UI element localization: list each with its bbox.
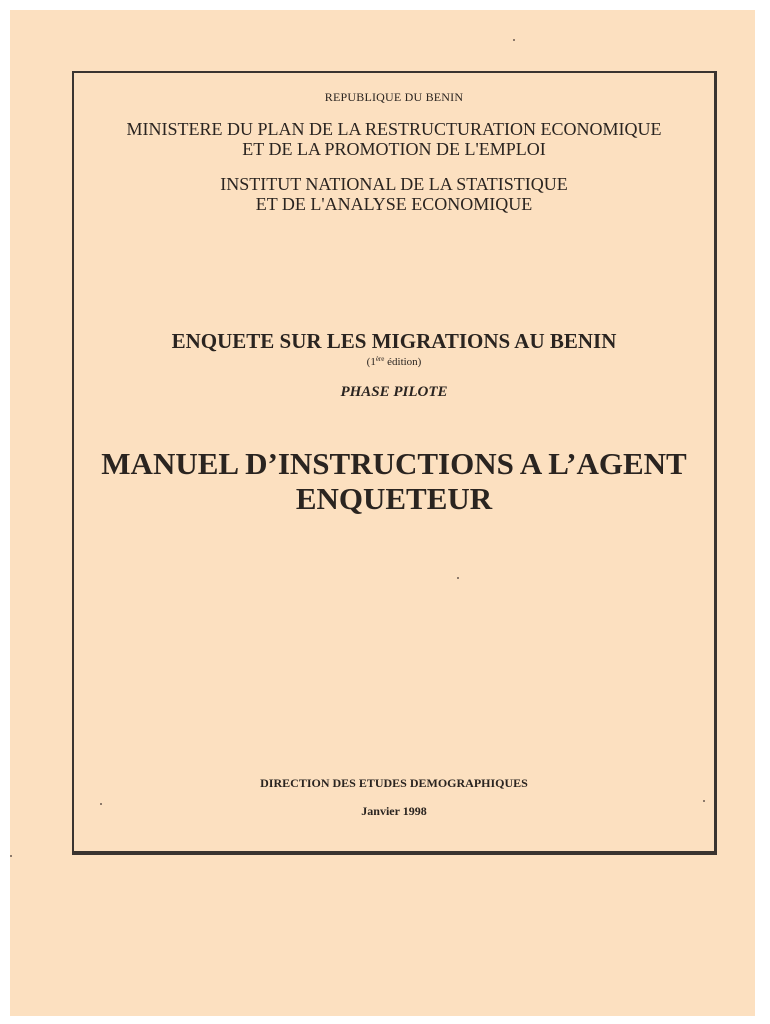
scan-speck: [457, 577, 459, 579]
country-name: REPUBLIQUE DU BENIN: [324, 90, 464, 104]
publication-date: Janvier 1998: [361, 804, 427, 818]
scan-speck: [513, 39, 515, 41]
ministry-name-line-1: MINISTERE DU PLAN DE LA RESTRUCTURATION ECONOMIQUE: [126, 119, 662, 139]
edition-note: [74, 355, 714, 368]
scan-speck: [10, 855, 12, 857]
survey-title: ENQUETE SUR LES MIGRATIONS AU BENIN: [171, 329, 617, 353]
edition-superscript: ère: [375, 355, 385, 363]
scan-speck: [703, 800, 705, 802]
ministry-name: [74, 119, 714, 159]
edition-suffix: édition): [384, 356, 422, 368]
institute-name-line-1: INSTITUT NATIONAL DE LA STATISTIQUE: [220, 174, 568, 194]
manual-title: [74, 446, 714, 516]
manual-title-line-1: MANUEL D’INSTRUCTIONS A L’AGENT: [101, 446, 687, 481]
phase-label: PHASE PILOTE: [340, 384, 448, 400]
scan-speck: [100, 803, 102, 805]
manual-title-line-2: ENQUETEUR: [295, 481, 493, 516]
ministry-name-line-2: ET DE LA PROMOTION DE L'EMPLOI: [242, 139, 546, 159]
directorate-name: DIRECTION DES ETUDES DEMOGRAPHIQUES: [260, 776, 528, 790]
document-page: [10, 10, 755, 1016]
institute-name-line-2: ET DE L'ANALYSE ECONOMIQUE: [255, 194, 533, 214]
cover-frame: [72, 71, 717, 855]
edition-prefix: (1: [366, 356, 376, 368]
institute-name: [74, 174, 714, 214]
